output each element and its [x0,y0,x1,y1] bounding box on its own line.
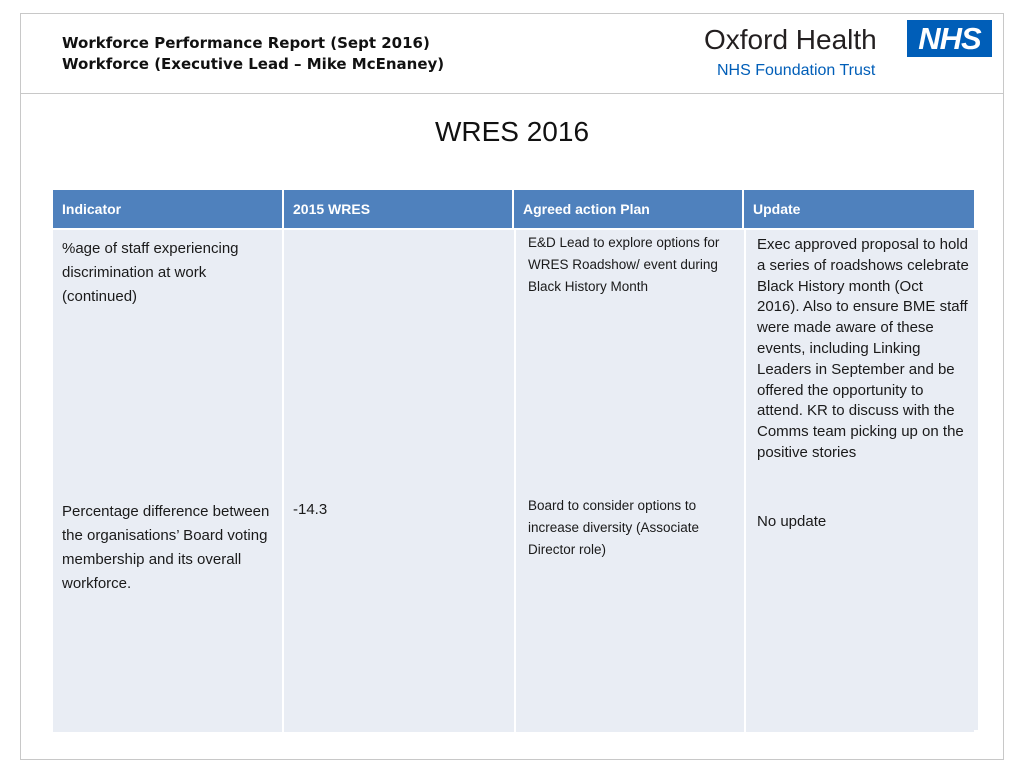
column-header-update: Update [753,201,801,217]
table-body [53,228,974,732]
column-divider [282,230,284,732]
nhs-badge-text: NHS [918,21,981,56]
row2-wres-2015: -14.3 [293,501,328,518]
nhs-badge [907,20,992,57]
column-divider [514,230,516,732]
row2-action-plan: Board to consider options to increase diversity (Associate Director role) [528,498,700,557]
row2-indicator: Percentage difference between the organisations’ Board voting membership and its overall workforce. [62,503,270,592]
table-edge [974,230,978,730]
wres-table [53,190,974,732]
column-header-action-plan: Agreed action Plan [514,190,744,228]
logo-org-name: Oxford Health [704,24,877,55]
column-header-indicator: Indicator [53,190,284,228]
table-header-row [53,190,974,228]
report-title-line1: Workforce Performance Report (Sept 2016) [62,34,430,52]
report-title-line2: Workforce (Executive Lead – Mike McEnaney) [62,55,445,73]
header-divider [20,93,1004,94]
row1-action-plan: E&D Lead to explore options for WRES Roadshow/ event during Black History Month [528,235,720,294]
row1-update: Exec approved proposal to hold a series of roadshows celebrate Black History month (Oct 2016). Also to ensure BME staff were made aware of these events, including Linking Leaders in September and be offered the opportunity to attend. KR to discuss with the Comms team picking up on the positive stories [757,236,969,461]
row1-indicator: %age of staff experiencing discrimination at work (continued) [62,240,239,305]
oxford-health-logo [702,20,992,82]
column-header-2015-wres: 2015 WRES [284,190,514,228]
report-title [62,33,444,75]
row2-update: No update [757,513,827,530]
column-divider [744,230,746,732]
slide-title: WRES 2016 [434,116,590,147]
logo-subtitle: NHS Foundation Trust [717,62,876,79]
